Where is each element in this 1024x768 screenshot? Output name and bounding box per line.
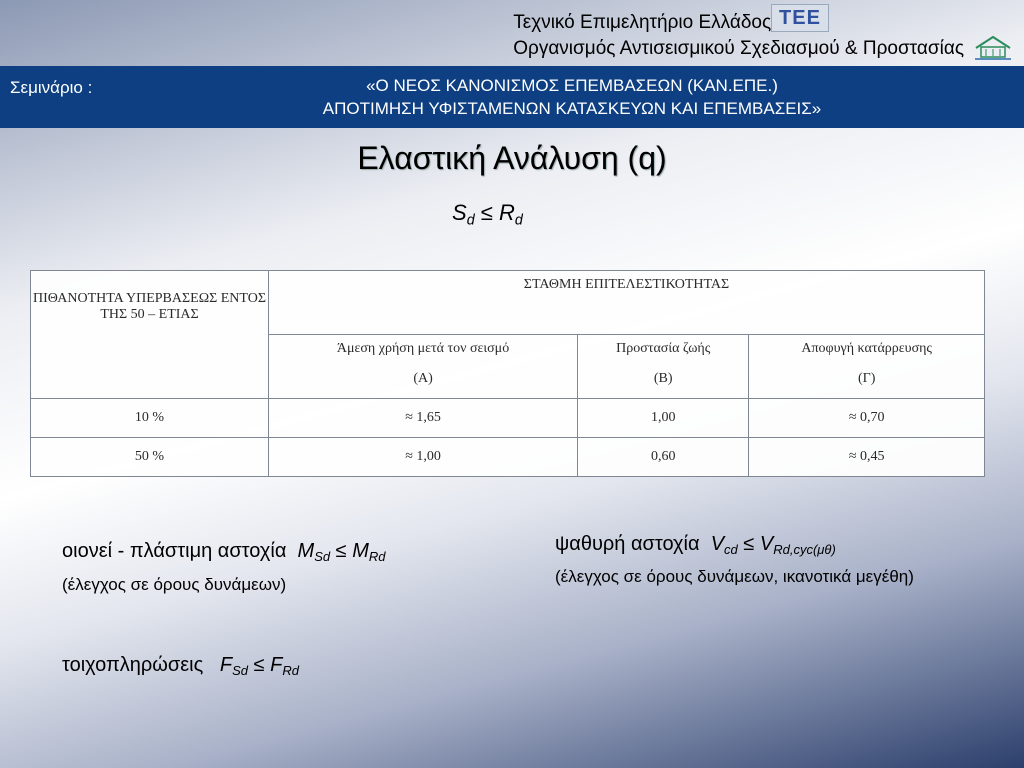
organization-header (513, 10, 964, 62)
brittle-check-note: (έλεγχος σε όρους δυνάμεων, ικανοτικά μεγέθη) (555, 567, 914, 586)
table-cell: ≈ 0,45 (749, 438, 985, 477)
table-cell: ≈ 1,00 (269, 438, 578, 477)
org-name-tee: Τεχνικό Επιμελητήριο Ελλάδος (513, 12, 772, 33)
ductile-lhs-sub: Sd (314, 548, 331, 564)
column-label: Άμεση χρήση μετά τον σεισμό (336, 341, 510, 356)
infill-lhs-sub: Sd (232, 662, 249, 678)
seminar-title-line1: «Ο ΝΕΟΣ ΚΑΝΟΝΙΣΜΟΣ ΕΠΕΜΒΑΣΕΩΝ (ΚΑΝ.ΕΠΕ.) (366, 76, 778, 95)
ductile-rhs-sub: Rd (368, 548, 386, 564)
seminar-banner (0, 66, 1024, 128)
ductile-check-note: (έλεγχος σε όρους δυνάμεων) (62, 575, 287, 594)
table-group-header: ΣΤΑΘΜΗ ΕΠΙΤΕΛΕΣΤΙΚΟΤΗΤΑΣ (269, 271, 985, 335)
row-label: 10 % (31, 399, 269, 438)
brittle-lhs: V (710, 533, 725, 555)
row-label: 50 % (31, 438, 269, 477)
infill-note (62, 654, 299, 678)
column-code: (Β) (653, 371, 673, 386)
ductile-lhs: M (297, 540, 315, 562)
main-inequality (452, 200, 523, 228)
table-row-header: ΠΙΘΑΝΟΤΗΤΑ ΥΠΕΡΒΑΣΕΩΣ ΕΝΤΟΣ ΤΗΣ 50 – ΕΤΙΑΣ (31, 271, 269, 399)
tee-logo: ΤΕΕ (771, 4, 829, 32)
brittle-op: ≤ (743, 533, 755, 555)
table-cell: 0,60 (578, 438, 749, 477)
infill-op: ≤ (253, 654, 265, 676)
table-cell: ≈ 0,70 (749, 399, 985, 438)
table-column-header (578, 335, 749, 399)
ductile-op: ≤ (335, 540, 347, 562)
slide-title: Ελαστική Ανάλυση (q) (357, 140, 667, 176)
formula-rhs-sub: d (514, 212, 523, 229)
table-row (31, 399, 985, 438)
table-cell: 1,00 (578, 399, 749, 438)
seminar-label: Σεμινάριο : (10, 78, 93, 97)
infill-lhs: F (219, 654, 233, 676)
formula-op: ≤ (480, 200, 493, 225)
column-label: Αποφυγή κατάρρευσης (801, 341, 932, 356)
ductile-failure-note (62, 540, 386, 564)
table-column-header (269, 335, 578, 399)
infill-text: τοιχοπληρώσεις (62, 654, 204, 676)
oasp-logo-icon (972, 34, 1014, 62)
brittle-rhs: V (759, 533, 774, 555)
infill-rhs-sub: Rd (282, 662, 299, 678)
formula-rhs: R (498, 200, 515, 225)
brittle-rhs-sub: Rd,cyc(μθ) (773, 541, 836, 557)
formula-lhs: S (452, 200, 467, 225)
ductile-rhs: M (352, 540, 369, 562)
infill-rhs: F (270, 654, 283, 676)
table-column-header (749, 335, 985, 399)
org-name-oasp: Οργανισμός Αντισεισμικού Σχεδιασμού & Προστασίας (513, 38, 964, 59)
seminar-title-line2: ΑΠΟΤΙΜΗΣΗ ΥΦΙΣΤΑΜΕΝΩΝ ΚΑΤΑΣΚΕΥΩΝ ΚΑΙ ΕΠΕΜΒΑΣΕΙΣ» (322, 99, 822, 118)
column-code: (Γ) (857, 371, 876, 386)
ductile-text: οιονεί - πλάστιμη αστοχία (62, 540, 287, 562)
column-label: Προστασία ζωής (616, 341, 711, 356)
formula-lhs-sub: d (466, 212, 475, 229)
table-cell: ≈ 1,65 (269, 399, 578, 438)
performance-table (30, 270, 985, 477)
brittle-text: ψαθυρή αστοχία (555, 533, 700, 555)
table-row (31, 438, 985, 477)
column-code: (Α) (413, 371, 433, 386)
brittle-failure-note (555, 533, 836, 557)
brittle-lhs-sub: cd (724, 541, 738, 557)
